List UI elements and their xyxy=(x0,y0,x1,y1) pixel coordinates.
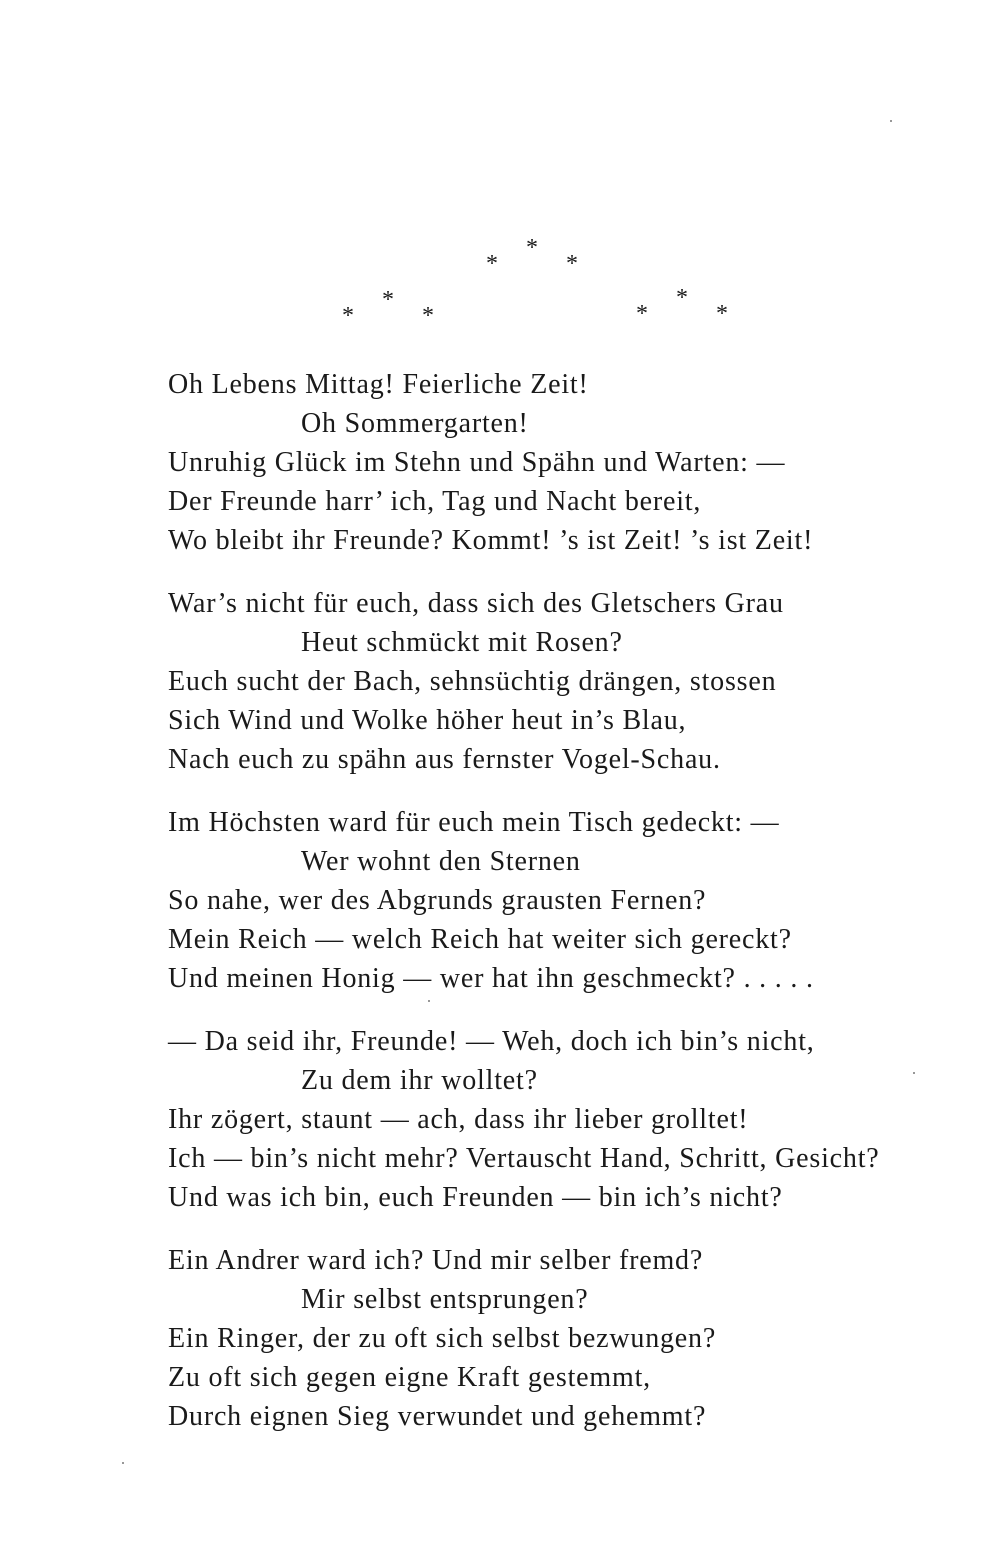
asterisk: * xyxy=(676,285,688,311)
stanza-5 xyxy=(168,1241,928,1436)
verse-line: So nahe, wer des Abgrunds grausten Fernen? xyxy=(168,885,707,916)
verse-line: Ein Ringer, der zu oft sich selbst bezwungen? xyxy=(168,1323,717,1354)
verse-line-indented: Oh Sommergarten! xyxy=(301,408,529,439)
asterism-top xyxy=(482,236,582,296)
verse-line: Ihr zögert, staunt — ach, dass ihr lieber grolltet! xyxy=(168,1104,749,1135)
asterisk: * xyxy=(342,303,354,329)
scan-speck xyxy=(428,1000,430,1002)
verse-line: Ich — bin’s nicht mehr? Vertauscht Hand, Schritt, Gesicht? xyxy=(168,1143,880,1174)
poem xyxy=(168,365,928,1460)
verse-line: Der Freunde harr’ ich, Tag und Nacht bereit, xyxy=(168,486,702,517)
verse-line: Euch sucht der Bach, sehnsüchtig drängen, stossen xyxy=(168,666,777,697)
stanza-4 xyxy=(168,1022,928,1217)
asterisk: * xyxy=(486,251,498,277)
verse-line: Und meinen Honig — wer hat ihn geschmeckt? . . . . . xyxy=(168,963,814,994)
scan-speck xyxy=(890,120,892,122)
asterisk: * xyxy=(526,235,538,261)
verse-line: Sich Wind und Wolke höher heut in’s Blau, xyxy=(168,705,687,736)
asterisk: * xyxy=(566,251,578,277)
verse-line: Ein Andrer ward ich? Und mir selber fremd? xyxy=(168,1245,704,1276)
stanza-3 xyxy=(168,803,928,998)
scan-speck xyxy=(913,1072,915,1074)
verse-line-indented: Heut schmückt mit Rosen? xyxy=(301,627,623,658)
verse-line-indented: Zu dem ihr wolltet? xyxy=(301,1065,538,1096)
verse-line: Unruhig Glück im Stehn und Spähn und Warten: — xyxy=(168,447,786,478)
asterism-right xyxy=(634,286,734,346)
verse-line: Oh Lebens Mittag! Feierliche Zeit! xyxy=(168,369,589,400)
verse-line: Im Höchsten ward für euch mein Tisch gedeckt: — xyxy=(168,807,780,838)
asterism-left xyxy=(340,288,440,348)
verse-line: Durch eignen Sieg verwundet und gehemmt? xyxy=(168,1401,707,1432)
asterisk: * xyxy=(382,287,394,313)
verse-line: Nach euch zu spähn aus fernster Vogel-Schau. xyxy=(168,744,721,775)
verse-line: Zu oft sich gegen eigne Kraft gestemmt, xyxy=(168,1362,651,1393)
verse-line: — Da seid ihr, Freunde! — Weh, doch ich bin’s nicht, xyxy=(168,1026,815,1057)
asterisk: * xyxy=(636,301,648,327)
verse-line: Mein Reich — welch Reich hat weiter sich gereckt? xyxy=(168,924,792,955)
asterisk: * xyxy=(716,301,728,327)
asterisk: * xyxy=(422,303,434,329)
scan-speck xyxy=(122,1462,124,1464)
verse-line-indented: Wer wohnt den Sternen xyxy=(301,846,581,877)
verse-line: Wo bleibt ihr Freunde? Kommt! ’s ist Zeit! ’s ist Zeit! xyxy=(168,525,814,556)
stanza-1 xyxy=(168,365,928,560)
verse-line: War’s nicht für euch, dass sich des Gletschers Grau xyxy=(168,588,784,619)
verse-line: Und was ich bin, euch Freunden — bin ich’s nicht? xyxy=(168,1182,783,1213)
verse-line-indented: Mir selbst entsprungen? xyxy=(301,1284,589,1315)
stanza-2 xyxy=(168,584,928,779)
